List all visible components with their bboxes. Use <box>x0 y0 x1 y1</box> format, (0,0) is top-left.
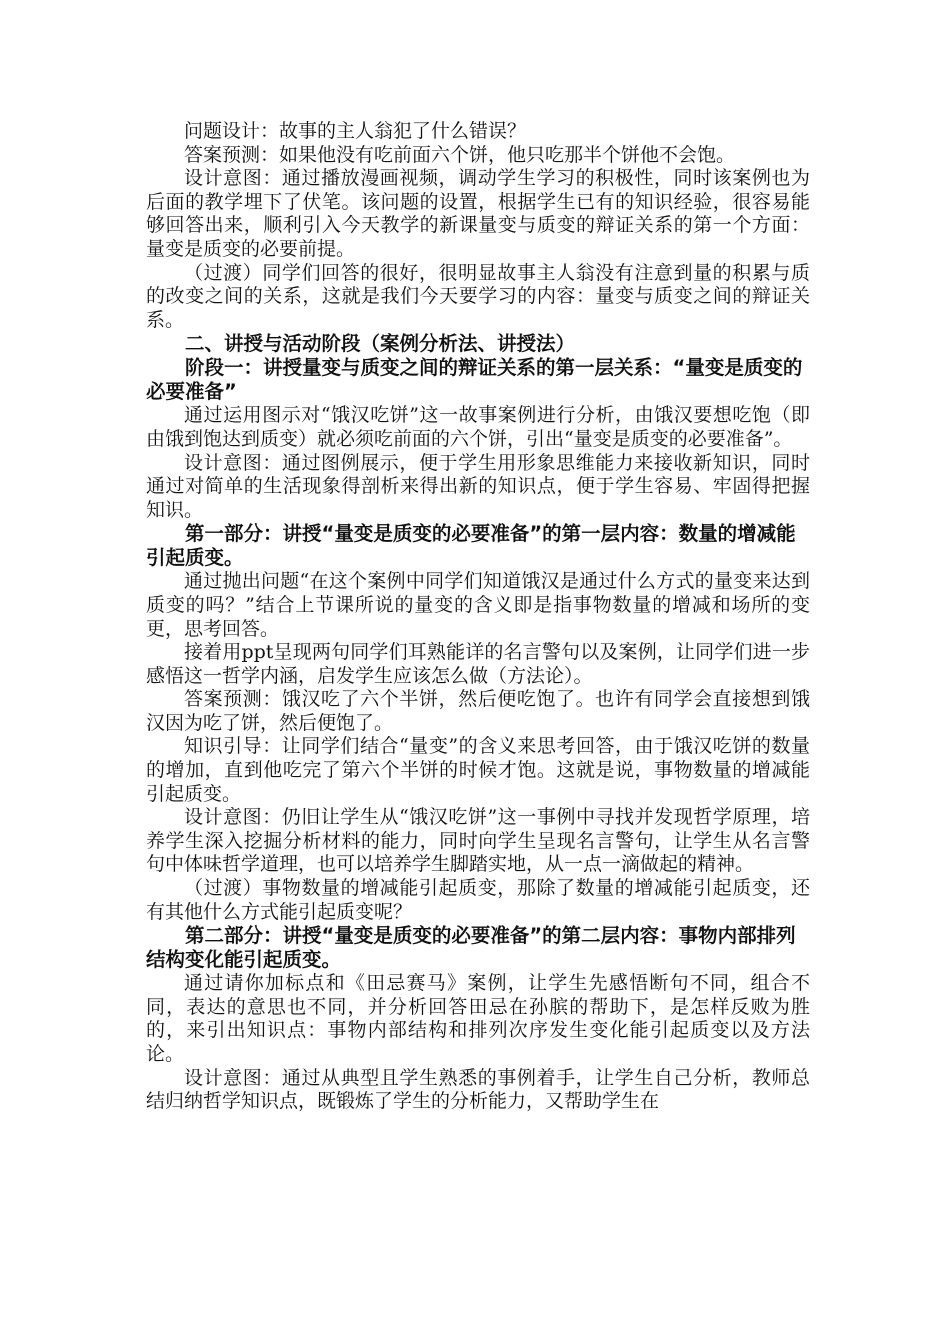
part-heading: 第二部分：讲授“量变是质变的必要准备”的第二层内容：事物内部排列结构变化能引起质变。 <box>146 924 796 972</box>
part-heading: 第一部分：讲授“量变是质变的必要准备”的第一层内容：数量的增减能引起质变。 <box>146 522 796 570</box>
paragraph: 通过运用图示对“饿汉吃饼”这一故事案例进行分析，由饿汉要想吃饱（即由饿到饱达到质变）就必须吃前面的六个饼，引出“量变是质变的必要准备”。 <box>146 404 810 450</box>
paragraph: 设计意图：通过从典型且学生熟悉的事例着手，让学生自己分析，教师总结归纳哲学知识点，既锻炼了学生的分析能力，又帮助学生在 <box>146 1066 810 1113</box>
paragraph: 设计意图：通过播放漫画视频，调动学生学习的积极性，同时该案例也为后面的教学埋下了伏笔。该问题的设置，根据学生已有的知识经验，很容易能够回答出来，顺利引入今天教学的新课量变与质变的辩证关系的第一个方面：量变是质变的必要前提。 <box>146 167 810 260</box>
paragraph: 接着用ppt呈现两句同学们耳熟能详的名言警句以及案例，让同学们进一步感悟这一哲学内涵，启发学生应该怎么做（方法论）。 <box>146 641 810 687</box>
paragraph: 知识引导：让同学们结合“量变”的含义来思考回答，由于饿汉吃饼的数量的增加，直到他吃完了第六个半饼的时候才饱。这就是说，事物数量的增减能引起质变。 <box>146 735 810 805</box>
paragraph: 设计意图：仍旧让学生从“饿汉吃饼”这一事例中寻找并发现哲学原理，培养学生深入挖掘分析材料的能力，同时向学生呈现名言警句，让学生从名言警句中体味哲学道理，也可以培养学生脚踏实地，从一点一滴做起的精神。 <box>146 806 810 876</box>
paragraph: 通过抛出问题“在这个案例中同学们知道饿汉是通过什么方式的量变来达到质变的吗？”结合上节课所说的量变的含义即是指事物数量的增减和场所的变更，思考回答。 <box>146 570 810 640</box>
paragraph: 设计意图：通过图例展示，便于学生用形象思维能力来接收新知识，同时通过对简单的生活现象得剖析来得出新的知识点，便于学生容易、牢固得把握知识。 <box>146 451 810 521</box>
stage-heading: 阶段一：讲授量变与质变之间的辩证关系的第一层关系：“量变是质变的必要准备” <box>146 356 803 404</box>
paragraph: 答案预测：如果他没有吃前面六个饼，他只吃那半个饼他不会饱。 <box>184 143 736 166</box>
paragraph: 答案预测：饿汉吃了六个半饼，然后便吃饱了。也许有同学会直接想到饿汉因为吃了饼，然后便饱了。 <box>146 688 810 734</box>
section-heading: 二、讲授与活动阶段（案例分析法、讲授法） <box>185 332 576 356</box>
paragraph: （过渡）同学们回答的很好，很明显故事主人翁没有注意到量的积累与质的改变之间的关系，这就是我们今天要学习的内容：量变与质变之间的辩证关系。 <box>146 261 810 331</box>
document-body <box>146 120 810 1114</box>
paragraph: 通过请你加标点和《田忌赛马》案例，让学生先感悟断句不同，组合不同，表达的意思也不同，并分析回答田忌在孙膑的帮助下，是怎样反败为胜的，来引出知识点：事物内部结构和排列次序发生变化能引起质变以及方法论。 <box>146 972 810 1065</box>
paragraph: 问题设计：故事的主人翁犯了什么错误？ <box>184 120 527 142</box>
paragraph: （过渡）事物数量的增减能引起质变，那除了数量的增减能引起质变，还有其他什么方式能引起质变呢？ <box>146 877 810 923</box>
